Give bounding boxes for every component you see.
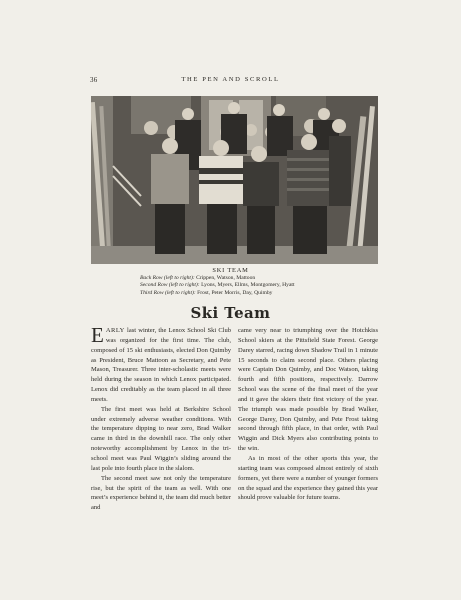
article-column-left [91, 323, 231, 513]
caption-row-names: Lyons, Myers, Ellms, Montgomery, Hyatt [201, 282, 295, 289]
running-head: THE PEN AND SCROLL [181, 76, 280, 83]
article-paragraph: As in most of the other sports this year, the starting team was composed almost entirely of sixth formers, yet there were a number of younger formers on the squad and the experience they gained this year should prove valuable for future teams. [238, 454, 378, 502]
lead-caps: ARLY [105, 327, 125, 334]
caption-rows [140, 275, 400, 297]
team-photo [91, 96, 378, 264]
article-paragraph: The second meet saw not only the temperature rise, but the spirit of the team as well. With one meet’s experience behind it, the team did much better and [91, 474, 231, 512]
article-paragraph: came very near to triumphing over the Hotchkiss School skiers at the Pittsfield State Forest. George Darey starred, racing down Shadow Trail in 1 minute 15 seconds to claim second place. Others placing were Captain Don Quimby, and Doc Watson, taking fourth and fifth positions, respectively. Darrow School was the scene of the final meet of the year and it gave the skiers their first victory of the year. The triumph was made possible by Brad Walker, George Darey, Don Quimby, and Pete Frost taking second through fifth place, in that order, with Paul Wiggin and Dick Myers also contributing points to the win. [238, 327, 378, 453]
article-title: Ski Team [190, 304, 271, 322]
caption-row-label: Third Row (left to right): [140, 289, 196, 296]
article-paragraph [91, 323, 231, 405]
caption-row-label: Back Row (left to right): [140, 275, 195, 281]
article-column-right [238, 326, 378, 503]
drop-cap: E [91, 323, 104, 347]
caption-title: SKI TEAM [212, 267, 249, 274]
page-number: 36 [90, 76, 98, 84]
caption-row [140, 290, 400, 297]
caption-row-names: Crippen, Watson, Mattoon [196, 275, 256, 281]
caption-row-names: Frost, Peter Morris, Day, Quimby [197, 289, 273, 296]
article-paragraph: The first meet was held at Berkshire School under extremely adverse weather conditions. With the temperature dipping to near zero, Brad Walker came in third in the downhill race. The only other noteworthy accomplishment by Lenox in the tri-school meet was Paul Wiggin’s sliding around the last pole into fourth place in the slalom. [91, 405, 231, 472]
team-photo-image [91, 96, 378, 264]
caption-row-label: Second Row (left to right): [140, 282, 200, 289]
caption-row [140, 282, 400, 289]
paragraph-text: last winter, the Lenox School Ski Club was organized for the first time. The club, composed of 15 ski enthusiasts, elected Don Quimby as President, Bruce Mattoon as Secretary, and Pete Mason, Treasurer. Three inter-scholastic meets were held during the season in which Lenox participated. Lenox did creditably as the team placed in all three meets. [91, 327, 231, 403]
